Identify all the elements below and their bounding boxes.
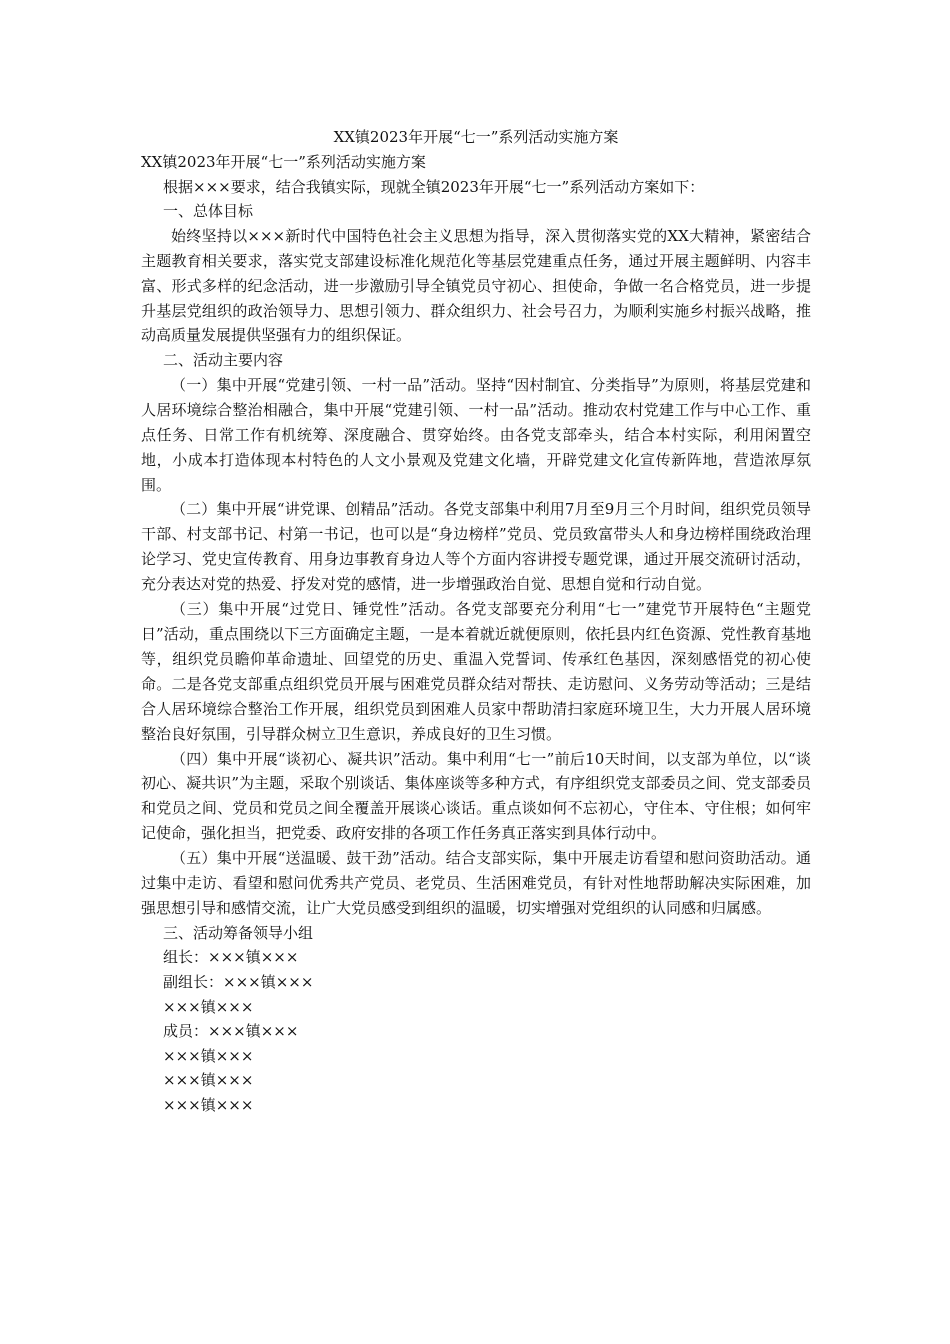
section-heading-leadership: 三、活动筹备领导小组: [163, 923, 314, 942]
document-page: [141, 124, 811, 1118]
activity-item: （一）集中开展“党建引领、一村一品”活动。坚持“因村制宜、分类指导”为原则，将基层党建和人居环境综合整治相融合，集中开展“党建引领、一村一品”活动。推动农村党建工作与中心工作、重点任务、日常工作有机统筹、深度融合、贯穿始终。由各党支部牵头，结合本村实际，利用闲置空地，小成本打造体现本村特色的人文小景观及党建文化墙，开辟党建文化宣传新阵地，营造浓厚氛围。: [141, 375, 811, 494]
intro-paragraph: 根据×××要求，结合我镇实际，现就全镇2023年开展“七一”系列活动方案如下：: [163, 177, 705, 196]
leader-line: ×××镇×××: [163, 1096, 254, 1114]
leader-line: 副组长：×××镇×××: [163, 973, 314, 992]
leader-line: 组长：×××镇×××: [163, 948, 299, 967]
activity-item: （四）集中开展“谈初心、凝共识”活动。集中利用“七一”前后10天时间，以支部为单位，以“谈初心、凝共识”为主题，采取个别谈话、集体座谈等多种方式，有序组织党支部委员之间、党支部委员和党员之间、党员和党员之间全覆盖开展谈心谈话。重点谈如何不忘初心，守住本、守住根；如何牢记使命，强化担当，把党委、政府安排的各项工作任务真正落实到具体行动中。: [141, 749, 811, 843]
activity-item: （五）集中开展“送温暖、鼓干劲”活动。结合支部实际，集中开展走访看望和慰问资助活动。通过集中走访、看望和慰问优秀共产党员、老党员、生活困难党员，有针对性地帮助解决实际困难，加强思想引导和感情交流，让广大党员感受到组织的温暖，切实增强对党组织的认同感和归属感。: [141, 849, 811, 917]
document-subtitle: XX镇2023年开展“七一”系列活动实施方案: [141, 153, 426, 171]
section-heading-content: 二、活动主要内容: [163, 351, 284, 370]
leader-line: ×××镇×××: [163, 1046, 254, 1065]
document-title: XX镇2023年开展“七一”系列活动实施方案: [333, 128, 619, 146]
activity-item: （二）集中开展“讲党课、创精品”活动。各党支部集中利用7月至9月三个月时间，组织党员领导干部、村支部书记、村第一书记，也可以是“身边榜样”党员、党员致富带头人和身边榜样围绕政治理论学习、党史宣传教育、用身边事教育身边人等个方面内容讲授专题党课，通过开展交流研讨活动，充分表达对党的热爱、抒发对党的感情，进一步增强政治自觉、思想自觉和行动自觉。: [141, 500, 811, 594]
leader-line: ×××镇×××: [163, 1071, 254, 1090]
section-body-goals: 始终坚持以×××新时代中国特色社会主义思想为指导，深入贯彻落实党的XX大精神，紧密结合主题教育相关要求，落实党支部建设标准化规范化等基层党建重点任务，通过开展主题鲜明、内容丰富、形式多样的纪念活动，进一步激励引导全镇党员守初心、担使命，争做一名合格党员，进一步提升基层党组织的政治领导力、思想引领力、群众组织力、社会号召力，为顺利实施乡村振兴战略，推动高质量发展提供坚强有力的组织保证。: [141, 226, 811, 345]
leader-line: 成员：×××镇×××: [163, 1022, 299, 1041]
leader-line: ×××镇×××: [163, 997, 254, 1016]
section-heading-goals: 一、总体目标: [163, 202, 254, 221]
activity-item: （三）集中开展“过党日、锤党性”活动。各党支部要充分利用“七一”建党节开展特色“主题党日”活动，重点围绕以下三方面确定主题，一是本着就近就便原则，依托县内红色资源、党性教育基地等，组织党员瞻仰革命遗址、回望党的历史、重温入党誓词、传承红色基因，深刻感悟党的初心使命。二是各党支部重点组织党员开展与困难党员群众结对帮扶、走访慰问、义务劳动等活动；三是结合人居环境综合整治工作开展，组织党员到困难人员家中帮助清扫家庭环境卫生，大力开展人居环境整治良好氛围，引导群众树立卫生意识，养成良好的卫生习惯。: [141, 600, 811, 743]
